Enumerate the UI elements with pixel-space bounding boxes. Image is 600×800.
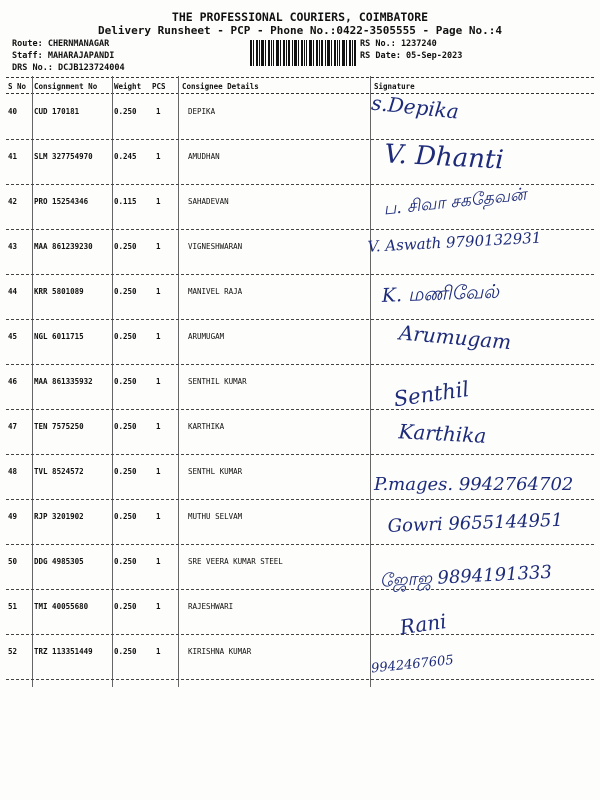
serial-number: 44 <box>8 287 18 296</box>
col-pcs-header: PCS <box>152 82 166 91</box>
consignment-number: TMI 40055680 <box>34 602 89 611</box>
serial-number: 40 <box>8 107 18 116</box>
weight-value: 0.250 <box>114 287 137 296</box>
pieces-count: 1 <box>156 422 161 431</box>
handwritten-signature: ப. சிவா சகதேவன் <box>382 184 528 220</box>
consignment-number: KRR 5801089 <box>34 287 84 296</box>
weight-value: 0.250 <box>114 107 137 116</box>
serial-number: 51 <box>8 602 18 611</box>
consignee-name: KIRISHNA KUMAR <box>188 647 252 656</box>
route-label: Route: CHERNMANAGAR <box>12 39 110 49</box>
consignee-name: ARUMUGAM <box>188 332 225 341</box>
consignment-number: TVL 8524572 <box>34 467 84 476</box>
weight-value: 0.250 <box>114 647 137 656</box>
document-subtitle: Delivery Runsheet - PCP - Phone No.:0422-3505555 - Page No.:4 <box>98 24 502 37</box>
serial-number: 43 <box>8 242 18 251</box>
pieces-count: 1 <box>156 152 161 161</box>
pieces-count: 1 <box>156 602 161 611</box>
serial-number: 41 <box>8 152 18 161</box>
serial-number: 46 <box>8 377 18 386</box>
pieces-count: 1 <box>156 377 161 386</box>
consignee-name: MUTHU SELVAM <box>188 512 243 521</box>
weight-value: 0.250 <box>114 332 137 341</box>
pieces-count: 1 <box>156 287 161 296</box>
pieces-count: 1 <box>156 242 161 251</box>
pieces-count: 1 <box>156 557 161 566</box>
weight-value: 0.245 <box>114 152 137 161</box>
handwritten-signature: P.mages. 9942764702 <box>374 474 574 495</box>
drs-number: DRS No.: DCJB123724004 <box>12 63 125 73</box>
rs-number: RS No.: 1237240 <box>360 39 437 49</box>
pieces-count: 1 <box>156 107 161 116</box>
handwritten-signature: 9942467605 <box>370 652 455 677</box>
consignee-name: KARTHIKA <box>188 422 225 431</box>
consignment-number: DDG 4985305 <box>34 557 84 566</box>
col-weight-header: Weight <box>114 82 142 91</box>
col-sno-header: S No <box>8 82 27 91</box>
serial-number: 42 <box>8 197 18 206</box>
handwritten-signature: K. மணிவேல் <box>381 280 500 307</box>
serial-number: 49 <box>8 512 18 521</box>
col-consignee-header: Consignee Details <box>182 82 259 91</box>
consignee-name: SAHADEVAN <box>188 197 229 206</box>
consignee-name: MANIVEL RAJA <box>188 287 243 296</box>
handwritten-signature: s.Depika <box>370 90 460 124</box>
handwritten-signature: ஜோஜ 9894191333 <box>379 561 553 592</box>
serial-number: 48 <box>8 467 18 476</box>
weight-value: 0.250 <box>114 512 137 521</box>
consignment-number: RJP 3201902 <box>34 512 84 521</box>
consignment-number: MAA 861239230 <box>34 242 93 251</box>
staff-label: Staff: MAHARAJAPANDI <box>12 51 115 61</box>
col-consignment-header: Consignment No <box>34 82 98 91</box>
consignment-number: CUD 170181 <box>34 107 80 116</box>
consignment-number: MAA 861335932 <box>34 377 93 386</box>
document-title: THE PROFESSIONAL COURIERS, COIMBATORE <box>171 10 429 24</box>
pieces-count: 1 <box>156 647 161 656</box>
handwritten-signature: Karthika <box>397 419 487 448</box>
pieces-count: 1 <box>156 332 161 341</box>
weight-value: 0.250 <box>114 242 137 251</box>
handwritten-signature: Arumugam <box>398 320 513 355</box>
handwritten-signature: V. Dhanti <box>383 139 505 176</box>
serial-number: 45 <box>8 332 18 341</box>
consignee-name: SENTHIL KUMAR <box>188 377 247 386</box>
consignee-name: SRE VEERA KUMAR STEEL <box>188 557 283 566</box>
weight-value: 0.250 <box>114 467 137 476</box>
header-top-rule <box>6 77 594 78</box>
barcode <box>250 40 356 66</box>
consignment-number: TEN 7575250 <box>34 422 84 431</box>
handwritten-signature: Rani <box>398 609 448 640</box>
serial-number: 50 <box>8 557 18 566</box>
consignee-name: RAJESHWARI <box>188 602 234 611</box>
weight-value: 0.115 <box>114 197 137 206</box>
pieces-count: 1 <box>156 197 161 206</box>
weight-value: 0.250 <box>114 557 137 566</box>
handwritten-signature: Senthil <box>392 376 471 412</box>
consignment-number: PRO 15254346 <box>34 197 89 206</box>
pieces-count: 1 <box>156 512 161 521</box>
consignment-number: NGL 6011715 <box>34 332 84 341</box>
consignment-number: TRZ 113351449 <box>34 647 93 656</box>
rs-date: RS Date: 05-Sep-2023 <box>360 51 463 61</box>
consignee-name: AMUDHAN <box>188 152 220 161</box>
weight-value: 0.250 <box>114 602 137 611</box>
col-signature-header: Signature <box>374 82 415 91</box>
weight-value: 0.250 <box>114 377 137 386</box>
handwritten-signature: Gowri 9655144951 <box>387 509 564 537</box>
consignment-number: SLM 327754970 <box>34 152 93 161</box>
consignee-name: SENTHL KUMAR <box>188 467 243 476</box>
serial-number: 52 <box>8 647 18 656</box>
handwritten-signature: V. Aswath 9790132931 <box>367 228 542 256</box>
pieces-count: 1 <box>156 467 161 476</box>
consignee-name: DEPIKA <box>188 107 216 116</box>
weight-value: 0.250 <box>114 422 137 431</box>
consignee-name: VIGNESHWARAN <box>188 242 243 251</box>
serial-number: 47 <box>8 422 18 431</box>
